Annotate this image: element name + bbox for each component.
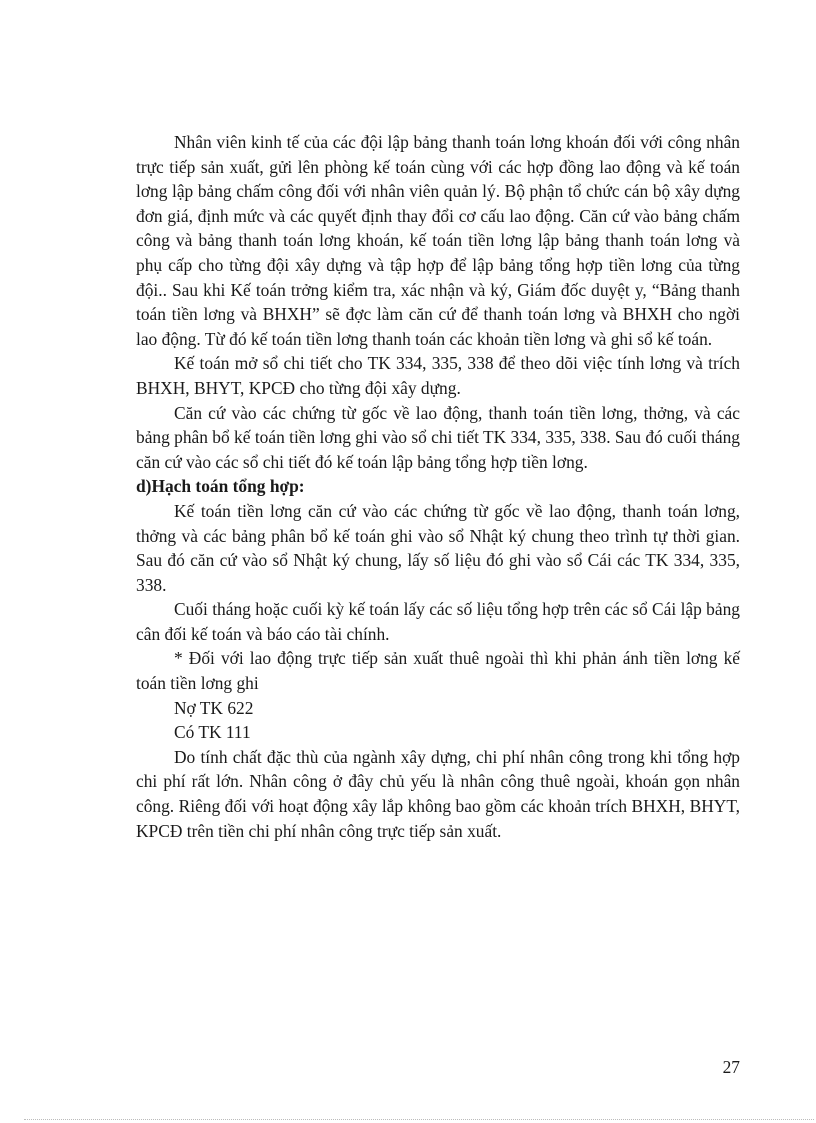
paragraph-general-journal: Kế toán tiền lơng căn cứ vào các chứng từ gốc về lao động, thanh toán lơng, thởng và các bảng phân bổ kế toán ghi vào sổ Nhật ký chung theo trình tự thời gian. Sau đó căn cứ vào sổ Nhật ký chung, lấy số liệu đó ghi vào sổ Cái các TK 334, 335, 338. [136,500,740,595]
page-number: 27 [722,1057,740,1077]
debit-entry: Nợ TK 622 [174,697,254,718]
paragraph-period-end: Cuối tháng hoặc cuối kỳ kế toán lấy các số liệu tổng hợp trên các sổ Cái lập bảng cân đối kế toán và báo cáo tài chính. [136,599,740,644]
paragraph-construction-labor: Do tính chất đặc thù của ngành xây dựng, chi phí nhân công trong khi tổng hợp chi phí rất lớn. Nhân công ở đây chủ yếu là nhân công thuê ngoài, khoán gọn nhân công. Riêng đối với hoạt động xây lắp không bao gồm các khoản trích BHXH, BHYT, KPCĐ trên tiền chi phí nhân công trực tiếp sản xuất. [136,746,740,841]
section-heading: d)Hạch toán tổng hợp: [136,476,305,497]
document-body [136,130,740,843]
paragraph-source-documents: Căn cứ vào các chứng từ gốc về lao động, thanh toán tiền lơng, thởng, và các bảng phân bổ kế toán tiền lơng ghi vào sổ chi tiết TK 334, 335, 338. Sau đó cuối tháng căn cứ vào các sổ chi tiết đó kế toán lập bảng tổng hợp tiền lơng. [136,402,740,472]
paragraph-detail-ledger: Kế toán mở sổ chi tiết cho TK 334, 335, 338 để theo dõi việc tính lơng và trích BHXH, BHYT, KPCĐ cho từng đội xây dựng. [136,353,740,398]
paragraph-outsourced-labor: * Đối với lao động trực tiếp sản xuất thuê ngoài thì khi phản ánh tiền lơng kế toán tiền lơng ghi [136,648,740,694]
credit-entry: Có TK 111 [174,722,251,743]
paragraph-payroll-process: Nhân viên kinh tế của các đội lập bảng thanh toán lơng khoán đối với công nhân trực tiếp sản xuất, gửi lên phòng kế toán cùng với các hợp đồng lao động và kế toán lơng lập bảng chấm công đối với nhân viên quản lý. Bộ phận tổ chức cán bộ xây dựng đơn giá, định mức và các quyết định thay đổi cơ cấu lao động. Căn cứ vào bảng chấm công và bảng thanh toán lơng khoán, kế toán tiền lơng lập bảng thanh toán lơng và phụ cấp cho từng đội xây dựng và tập hợp để lập bảng tổng hợp tiền lơng của từng đội.. Sau khi Kế toán trởng kiểm tra, xác nhận và ký, Giám đốc duyệt y, “Bảng thanh toán tiền lơng và BHXH” sẽ đợc làm căn cứ để thanh toán lơng và BHXH cho ngời lao động. Từ đó kế toán tiền lơng thanh toán các khoản tiền lơng và ghi sổ kế toán. [136,132,740,349]
bottom-divider [24,1119,814,1120]
